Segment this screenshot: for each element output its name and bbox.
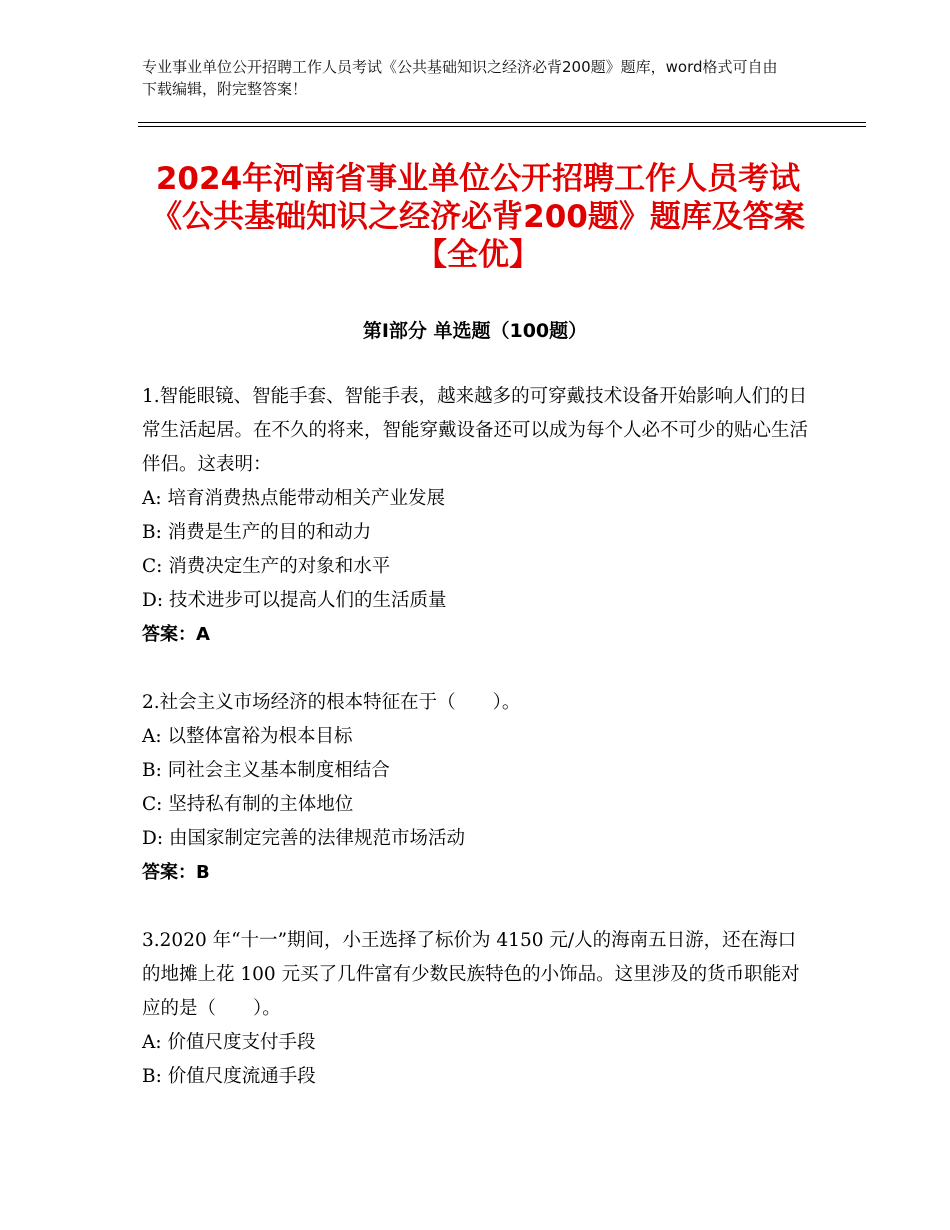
option-a: A: 价值尺度支付手段 xyxy=(142,1032,316,1053)
option-d: D: 技术进步可以提高人们的生活质量 xyxy=(142,590,447,611)
question-stem: 1.智能眼镜、智能手套、智能手表，越来越多的可穿戴技术设备开始影响人们的日常生活起居。在不久的将来，智能穿戴设备还可以成为每个人必不可少的贴心生活伴侣。这表明： xyxy=(142,386,809,475)
section-heading: 第Ⅰ部分 单选题（100题） xyxy=(362,320,588,342)
option-a: A: 培育消费热点能带动相关产业发展 xyxy=(142,488,445,509)
question-stem: 2.社会主义市场经济的根本特征在于（ ）。 xyxy=(142,692,521,713)
question-2 xyxy=(142,686,812,890)
option-b: B: 同社会主义基本制度相结合 xyxy=(142,760,390,781)
question-list xyxy=(142,380,812,1128)
option-b: B: 价值尺度流通手段 xyxy=(142,1066,316,1087)
header-note: 专业事业单位公开招聘工作人员考试《公共基础知识之经济必背200题》题库，word格式可自由下载编辑，附完整答案！ xyxy=(142,58,778,98)
option-c: C: 消费决定生产的对象和水平 xyxy=(142,556,391,577)
answer: 答案：A xyxy=(142,624,210,645)
option-c: C: 坚持私有制的主体地位 xyxy=(142,794,354,815)
option-b: B: 消费是生产的目的和动力 xyxy=(142,522,372,543)
question-1 xyxy=(142,380,812,652)
option-d: D: 由国家制定完善的法律规范市场活动 xyxy=(142,828,465,849)
question-3 xyxy=(142,924,812,1094)
answer: 答案：B xyxy=(142,862,210,883)
option-a: A: 以整体富裕为根本目标 xyxy=(142,726,353,747)
question-stem: 3.2020 年“十一”期间，小王选择了标价为 4150 元/人的海南五日游，还在海口的地摊上花 100 元买了几件富有少数民族特色的小饰品。这里涉及的货币职能对应的是（ ）。 xyxy=(142,930,800,1019)
document-title: 2024年河南省事业单位公开招聘工作人员考试《公共基础知识之经济必背200题》题库及答案【全优】 xyxy=(151,161,805,273)
header-divider xyxy=(138,122,866,127)
